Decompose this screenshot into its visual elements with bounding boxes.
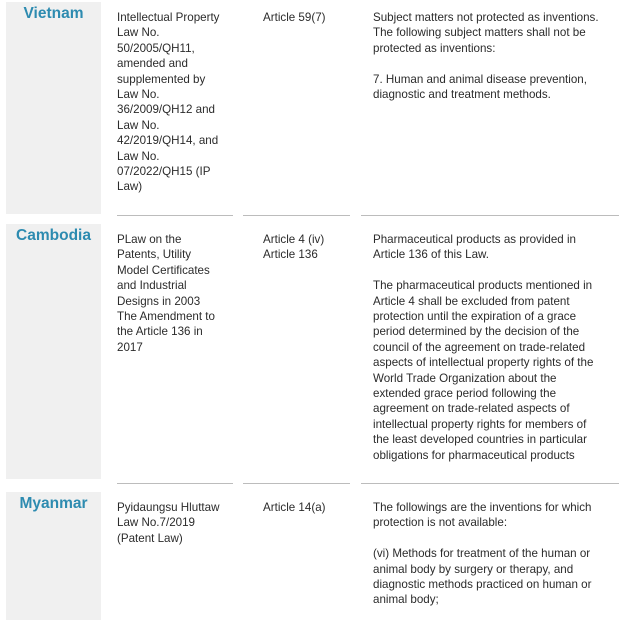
description-cell: Pharmaceutical products as provided in Article 136 of this Law. The pharmaceutical products mentioned in Article 4 shall be excluded from patent protection until the expiration of a grace period determined by the decision of the council of the agreement on trade-related aspects of intellectual property rights of the World Trade Organization about the extended grace period following the agreement on trade-related aspects of intellectual property rights for members of the least developed countries in particular obligations for pharmaceutical products	[373, 233, 594, 462]
row-divider	[243, 215, 350, 216]
law-cell: Intellectual Property Law No. 50/2005/QH11, amended and supplemented by Law No. 36/2009/QH12 and Law No. 42/2019/QH14, and Law No. 07/2022/QH15 (IP Law)	[117, 11, 220, 194]
article-cell: Article 59(7)	[263, 11, 326, 24]
country-label: Vietnam	[6, 2, 101, 214]
table-row	[0, 492, 624, 620]
country-label: Cambodia	[6, 224, 101, 479]
table-row	[0, 2, 624, 214]
law-cell: PLaw on the Patents, Utility Model Certificates and Industrial Designs in 2003 The Amendment to the Article 136 in 2017	[117, 233, 215, 354]
article-cell: Article 14(a)	[263, 501, 326, 514]
table-row	[0, 224, 624, 479]
law-cell: Pyidaungsu Hluttaw Law No.7/2019 (Patent Law)	[117, 501, 220, 545]
country-label: Myanmar	[6, 492, 101, 620]
description-cell: The followings are the inventions for which protection is not available: (vi) Methods for treatment of the human or animal body by surgery or therapy, and diagnostic methods practiced on human or animal body;	[373, 501, 592, 607]
row-divider	[361, 483, 619, 484]
description-cell: Subject matters not protected as inventions. The following subject matters shall not be protected as inventions: 7. Human and animal disease prevention, diagnostic and treatment methods.	[373, 11, 599, 102]
row-divider	[243, 483, 350, 484]
row-divider	[117, 483, 233, 484]
row-divider	[117, 215, 233, 216]
row-divider	[361, 215, 619, 216]
article-cell: Article 4 (iv) Article 136	[263, 233, 325, 262]
